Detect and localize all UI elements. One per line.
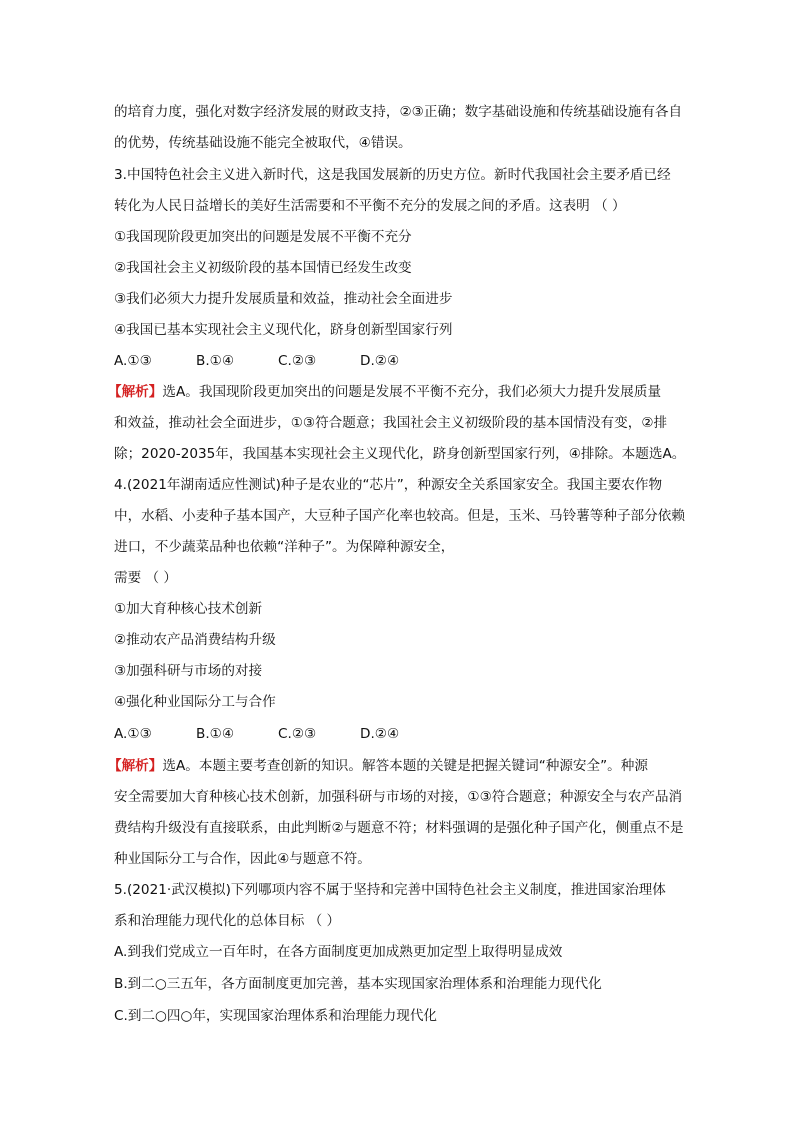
- option-a: A.①③: [114, 353, 152, 369]
- question-3-analysis: 和效益，推动社会全面进步，①③符合题意；我国社会主义初级阶段的基本国情没有变，②排: [114, 415, 668, 431]
- question-4-item: ①加大育种核心技术创新: [114, 601, 263, 617]
- question-3-analysis: 除；2020-2035年，我国基本实现社会主义现代化，跻身创新型国家行列，④排除。本题选A。: [114, 446, 686, 462]
- question-4-stem: 中，水稻、小麦种子基本国产，大豆种子国产化率也较高。但是，玉米、马铃薯等种子部分依赖: [114, 508, 685, 524]
- option-a: A.①③: [114, 726, 152, 742]
- option-c: C.②③: [278, 726, 317, 742]
- question-4-item: ②推动农产品消费结构升级: [114, 632, 276, 648]
- question-3-item: ①我国现阶段更加突出的问题是发展不平衡不充分: [114, 229, 412, 245]
- question-4-analysis: 安全需要加大育种核心技术创新，加强科研与市场的对接，①③符合题意；种源安全与农产品消: [114, 789, 683, 805]
- option-c: C.②③: [278, 353, 317, 369]
- option-b: B.①④: [196, 726, 235, 742]
- question-5-option-b: B.到二○三五年，各方面制度更加完善，基本实现国家治理体系和治理能力现代化: [114, 976, 602, 992]
- question-4-item: ④强化种业国际分工与合作: [114, 694, 276, 710]
- text-line: 的优势，传统基础设施不能完全被取代，④错误。: [114, 135, 412, 151]
- question-4-stem: 需要 （ ）: [114, 570, 178, 586]
- question-3-options: [114, 351, 442, 371]
- question-5-stem: 系和治理能力现代化的总体目标 （ ）: [114, 913, 341, 929]
- question-3-item: ④我国已基本实现社会主义现代化，跻身创新型国家行列: [114, 322, 453, 338]
- question-3-analysis: 【解析】选A。我国现阶段更加突出的问题是发展不平衡不充分，我们必须大力提升发展质量: [108, 384, 662, 400]
- question-3-item: ②我国社会主义初级阶段的基本国情已经发生改变: [114, 260, 412, 276]
- question-5-option-a: A.到我们党成立一百年时，在各方面制度更加成熟更加定型上取得明显成效: [114, 944, 563, 960]
- question-3-stem: 转化为人民日益增长的美好生活需要和不平衡不充分的发展之间的矛盾。这表明 （ ）: [114, 198, 626, 214]
- question-4-options: [114, 724, 442, 744]
- analysis-tag: 【解析】: [108, 384, 163, 400]
- question-3-stem: 3.中国特色社会主义进入新时代，这是我国发展新的历史方位。新时代我国社会主要矛盾已经: [114, 167, 671, 183]
- text-line: 的培育力度，强化对数字经济发展的财政支持，②③正确；数字基础设施和传统基础设施有各自: [114, 104, 683, 120]
- question-4-analysis: 费结构升级没有直接联系，由此判断②与题意不符；材料强调的是强化种子国产化，侧重点不是: [114, 820, 684, 836]
- question-3-item: ③我们必须大力提升发展质量和效益，推动社会全面进步: [114, 291, 453, 307]
- option-d: D.②④: [360, 726, 400, 742]
- question-4-item: ③加强科研与市场的对接: [114, 663, 263, 679]
- question-5-option-c: C.到二○四○年，实现国家治理体系和治理能力现代化: [114, 1008, 438, 1024]
- question-4-stem: 4.(2021年湖南适应性测试)种子是农业的“芯片”，种源安全关系国家安全。我国主要农作物: [114, 477, 663, 493]
- option-d: D.②④: [360, 353, 400, 369]
- question-4-analysis: 【解析】选A。本题主要考查创新的知识。解答本题的关键是把握关键词“种源安全”。种源: [108, 758, 648, 774]
- question-4-analysis: 种业国际分工与合作，因此④与题意不符。: [114, 851, 371, 867]
- question-5-stem: 5.(2021·武汉模拟)下列哪项内容不属于坚持和完善中国特色社会主义制度，推进国家治理体: [114, 882, 666, 898]
- analysis-tag: 【解析】: [108, 758, 163, 774]
- option-b: B.①④: [196, 353, 235, 369]
- question-4-stem: 进口，不少蔬菜品种也依赖“洋种子”。为保障种源安全，: [114, 539, 455, 555]
